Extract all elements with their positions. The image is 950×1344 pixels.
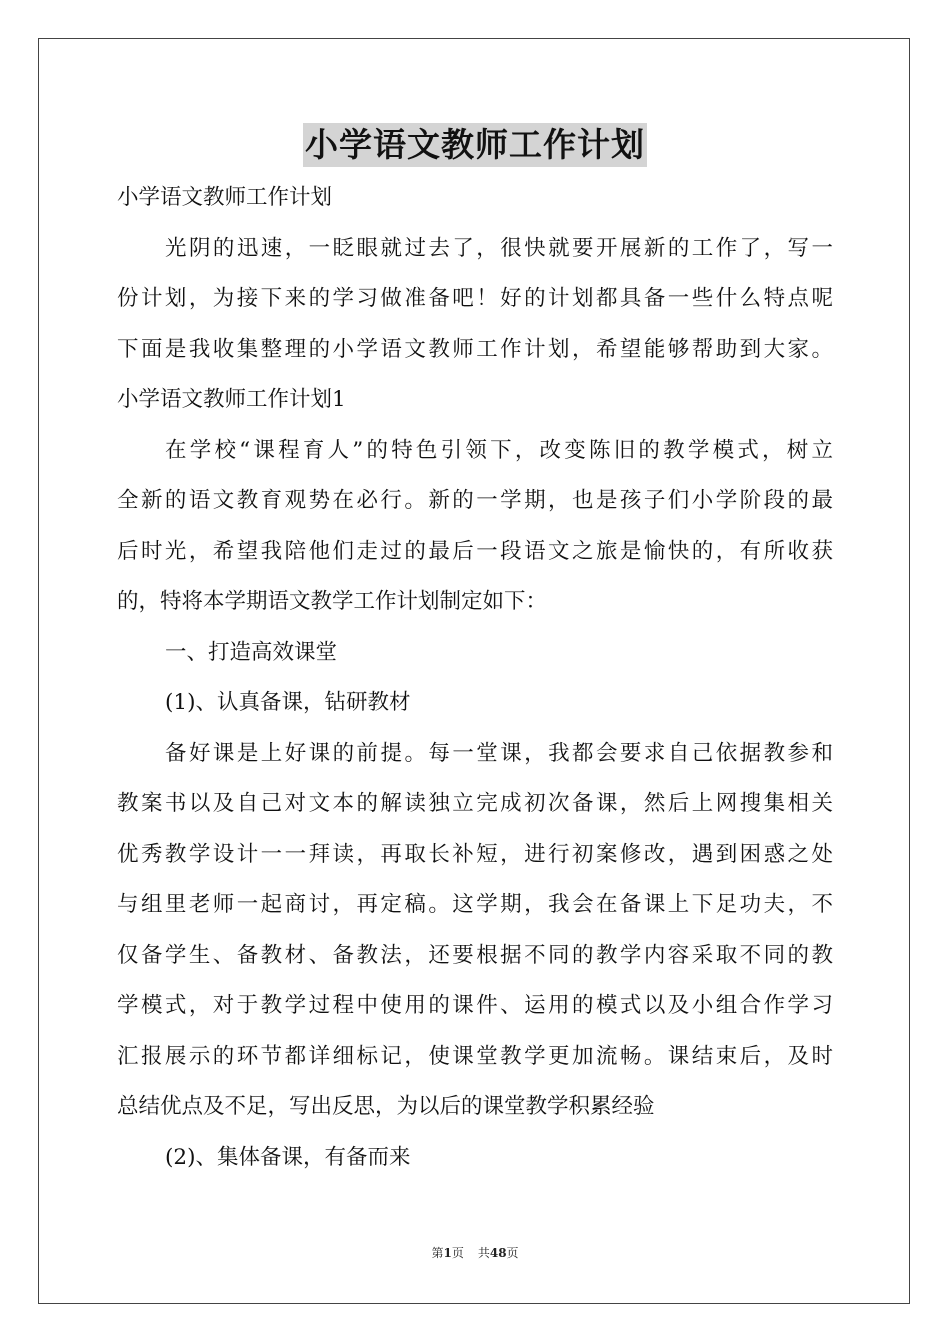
text-line: (1)、认真备课，钻研教材 [165,690,411,715]
footer-total-pages: 48 [489,1246,507,1260]
footer-total-prefix: 共 [477,1246,490,1260]
text-line: 总结优点及不足，写出反思，为以后的课堂教学积累经验 [117,1094,655,1119]
text-line: 仅备学生、备教材、备教法，还要根据不同的教学内容采取不同的教 [117,942,833,968]
text-line: 备好课是上好课的前提。每一堂课，我都会要求自己依据教参和 [165,740,833,766]
text-line: 与组里老师一起商讨，再定稿。这学期，我会在备课上下足功夫，不 [117,892,833,917]
title-container [0,123,950,167]
text-line: 全新的语文教育观势在必行。新的一学期，也是孩子们小学阶段的最 [117,488,833,513]
text-line: 份计划，为接下来的学习做准备吧！好的计划都具备一些什么特点呢 [117,286,833,311]
footer-page-suffix: 页 [451,1246,464,1260]
text-line: 教案书以及自己对文本的解读独立完成初次备课，然后上网搜集相关 [117,791,833,816]
text-line: 小学语文教师工作计划 [117,185,333,210]
footer-total-suffix: 页 [506,1246,519,1260]
text-line: 光阴的迅速，一眨眼就过去了，很快就要开展新的工作了，写一 [165,235,833,261]
document-body [117,173,833,1183]
footer-page-prefix: 第 [431,1246,444,1260]
footer-page-number: 1 [443,1246,452,1260]
text-line: 汇报展示的环节都详细标记，使课堂教学更加流畅。课结束后，及时 [117,1043,833,1069]
text-line: 在学校“课程育人”的特色引领下，改变陈旧的教学模式，树立 [165,437,833,463]
text-line: 后时光，希望我陪他们走过的最后一段语文之旅是愉快的，有所收获 [117,538,833,564]
document-title: 小学语文教师工作计划 [303,123,647,167]
text-line: 下面是我收集整理的小学语文教师工作计划，希望能够帮助到大家。 [117,336,833,362]
text-line: 小学语文教师工作计划1 [117,387,346,412]
text-line: 的，特将本学期语文教学工作计划制定如下： [117,589,548,614]
page-footer [0,1244,950,1261]
text-line: 优秀教学设计一一拜读，再取长补短，进行初案修改，遇到困惑之处 [117,841,833,867]
text-line: 一、打造高效课堂 [165,639,338,665]
text-line: (2)、集体备课，有备而来 [165,1144,411,1170]
text-line: 学模式，对于教学过程中使用的课件、运用的模式以及小组合作学习 [117,993,833,1018]
